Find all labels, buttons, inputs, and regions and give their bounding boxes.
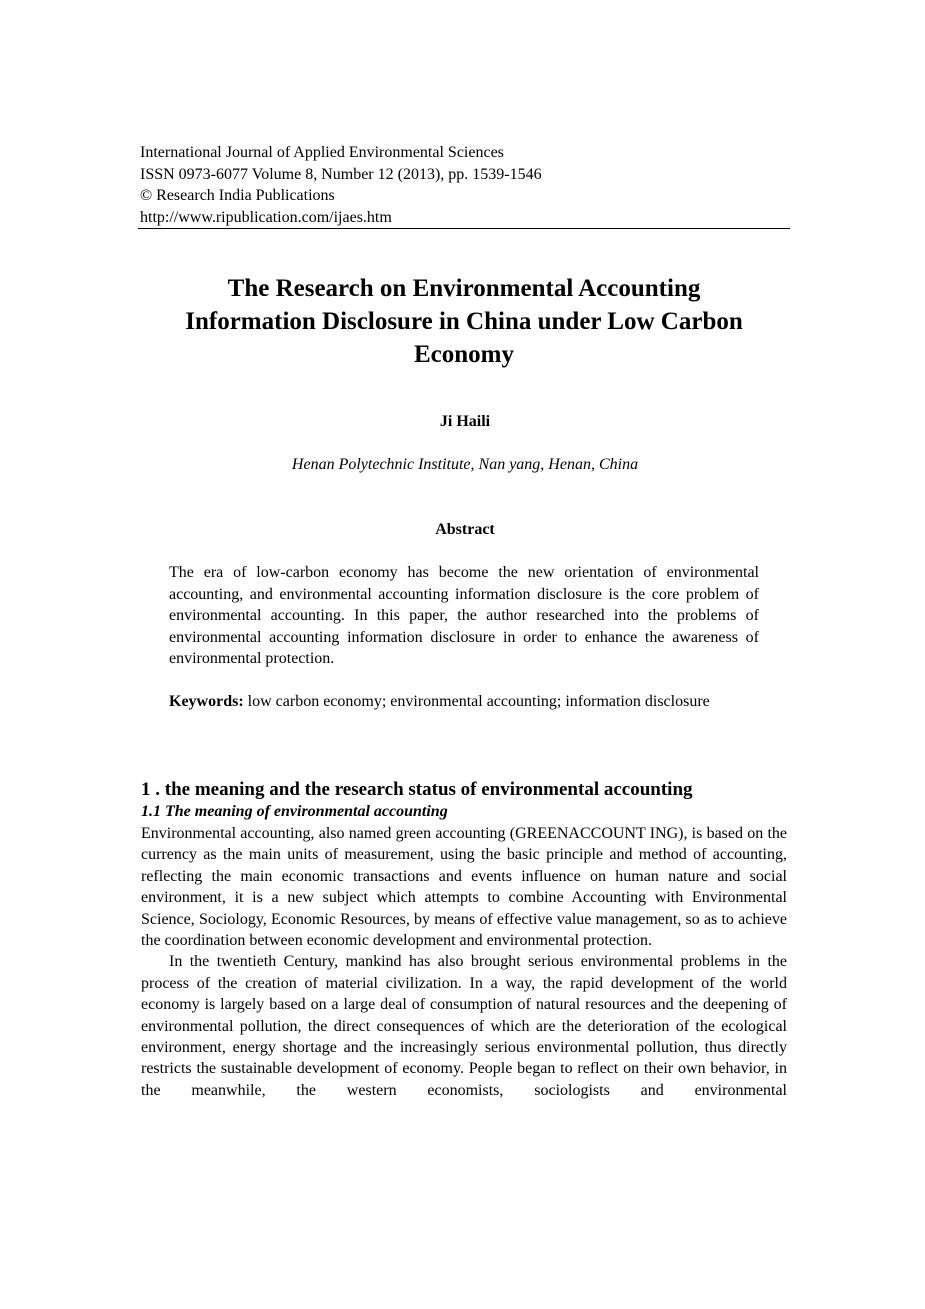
section-1-heading: 1 . the meaning and the research status of environmental accounting — [141, 779, 693, 800]
abstract-heading: Abstract — [435, 521, 495, 538]
abstract-text: The era of low-carbon economy has become the new orientation of environmental accounting, and environmental accounting information disclosure is the core problem of environmental accounting. In this paper, the author researched into the problems of environmental accounting information disclosure in order to enhance the awareness of environmental protection. — [169, 564, 759, 667]
keywords-text: low carbon economy; environmental accounting; information disclosure — [247, 693, 710, 710]
journal-header — [140, 142, 790, 228]
author-name: Ji Haili — [439, 413, 491, 430]
issn-line: ISSN 0973-6077 Volume 8, Number 12 (2013), pp. 1539-1546 — [140, 165, 542, 183]
section-1-body — [141, 823, 787, 1101]
body-paragraph-2: In the twentieth Century, mankind has also brought serious environmental problems in the process of the creation of material civilization. In a way, the rapid development of the world economy is largely based on a large deal of consumption of natural resources and the deepening of environmental pollution, the direct consequences of which are the deterioration of the ecological environment, energy shortage and the increasingly serious environmental pollution, thus directly restricts the sustainable development of economy. People began to reflect on their own behavior, in the meanwhile, the western economists, sociologists and environmental — [141, 953, 787, 1099]
journal-name: International Journal of Applied Environmental Sciences — [140, 144, 504, 161]
publisher-line: © Research India Publications — [140, 187, 335, 204]
keywords-label: Keywords: — [169, 693, 244, 710]
paper-title — [120, 272, 808, 371]
author-affiliation: Henan Polytechnic Institute, Nan yang, Henan, China — [291, 456, 639, 473]
subsection-1-1-heading: 1.1 The meaning of environmental accounting — [141, 803, 448, 820]
title-line-3: Economy — [414, 341, 514, 368]
journal-url: http://www.ripublication.com/ijaes.htm — [140, 208, 392, 226]
body-paragraph-1: Environmental accounting, also named green accounting (GREENACCOUNT ING), is based on the currency as the main units of measurement, using the basic principle and method of accounting, reflecting the main economic transactions and events influence on human nature and social environment, it is a new subject which attempts to combine Accounting with Environmental Science, Sociology, Economic Resources, by means of effective value management, so as to achieve the coordination between economic development and environmental protection. — [141, 825, 787, 950]
keywords — [169, 691, 759, 713]
header-divider — [138, 228, 790, 229]
title-line-1: The Research on Environmental Accounting — [227, 275, 701, 302]
title-line-2: Information Disclosure in China under Low Carbon — [185, 308, 743, 335]
